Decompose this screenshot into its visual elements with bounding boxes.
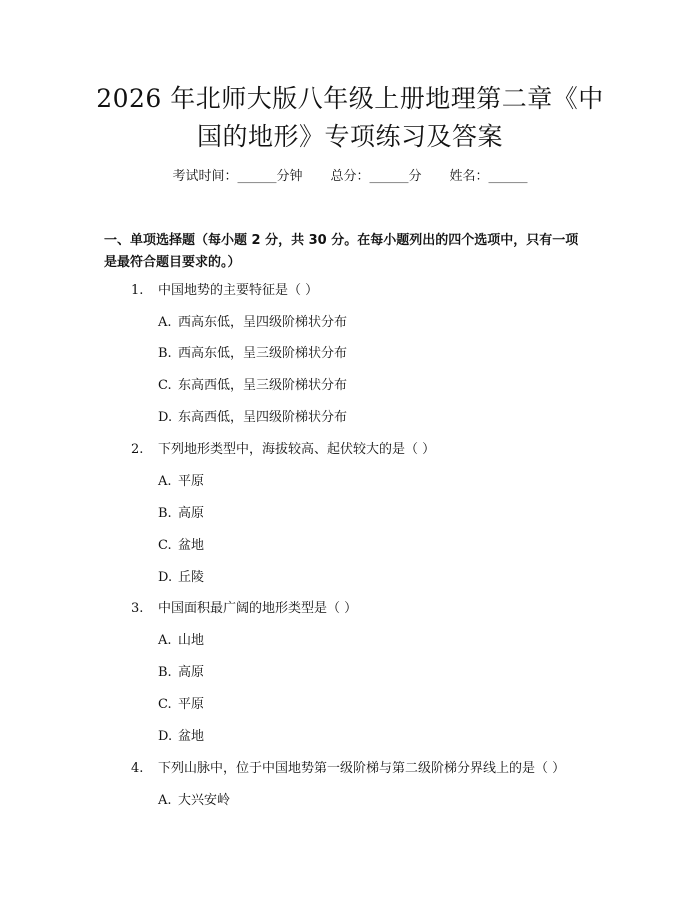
option-label: D. (158, 410, 173, 425)
option-text: 西高东低，呈四级阶梯状分布 (178, 315, 348, 330)
option-label: D. (158, 570, 173, 585)
exam-title (60, 80, 640, 156)
option-text: 盆地 (178, 729, 205, 744)
option-label: C. (158, 378, 172, 393)
time-label: 考试时间： (172, 169, 238, 184)
option-text: 山地 (178, 633, 205, 648)
score-unit: 分 (408, 169, 422, 184)
option-label: C. (158, 697, 172, 712)
option-text: 高原 (178, 665, 205, 680)
option-text: 高原 (178, 506, 205, 521)
option-text: 西高东低，呈三级阶梯状分布 (178, 346, 348, 361)
question-number: 4. (131, 761, 144, 776)
option-text: 平原 (178, 697, 205, 712)
option-label: B. (158, 665, 172, 680)
option-label: D. (158, 729, 173, 744)
option-label: A. (158, 315, 172, 330)
question-number: 3. (131, 601, 144, 616)
option-label: A. (158, 633, 172, 648)
time-unit: 分钟 (276, 169, 303, 184)
exam-meta-line (0, 168, 700, 186)
option-text: 平原 (178, 474, 205, 489)
score-blank: ______ (369, 169, 409, 184)
option-label: B. (158, 506, 172, 521)
option-label: B. (158, 346, 172, 361)
question-text: 下列地形类型中，海拔较高、起伏较大的是（ ） (158, 442, 436, 457)
option-text: 丘陵 (178, 570, 205, 585)
score-label: 总分： (330, 169, 370, 184)
title-line-1: 2026 年北师大版八年级上册地理第二章《中 (96, 84, 604, 113)
question-text: 中国地势的主要特征是（ ） (158, 283, 319, 298)
name-label: 姓名： (449, 169, 489, 184)
question-number: 2. (131, 442, 144, 457)
option-label: A. (158, 474, 172, 489)
section-heading-line-1: 一、单项选择题（每小题 2 分，共 30 分。在每小题列出的四个选项中，只有一项 (104, 233, 579, 248)
question-number: 1. (131, 283, 144, 298)
time-blank: ______ (237, 169, 277, 184)
title-line-2: 国的地形》专项练习及答案 (196, 122, 503, 151)
section-heading-line-2: 是最符合题目要求的。） (104, 255, 241, 270)
option-label: C. (158, 538, 172, 553)
option-text: 东高西低，呈四级阶梯状分布 (178, 410, 348, 425)
option-text: 大兴安岭 (178, 793, 231, 808)
question-text: 中国面积最广阔的地形类型是（ ） (158, 601, 358, 616)
question-text: 下列山脉中，位于中国地势第一级阶梯与第二级阶梯分界线上的是（ ） (158, 761, 566, 776)
name-blank: ______ (488, 169, 528, 184)
section-heading (104, 230, 604, 274)
option-text: 盆地 (178, 538, 205, 553)
option-text: 东高西低，呈三级阶梯状分布 (178, 378, 348, 393)
option-label: A. (158, 793, 172, 808)
